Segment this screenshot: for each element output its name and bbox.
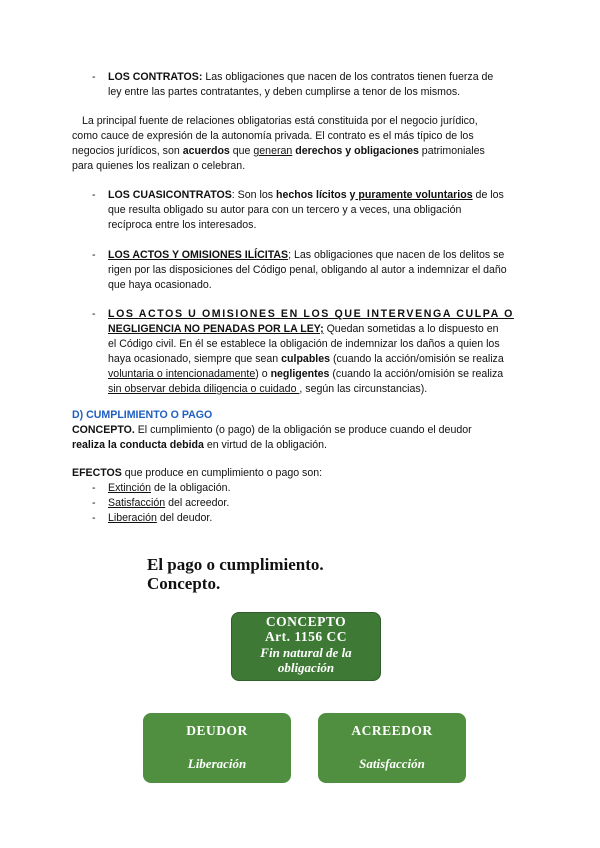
efectos-line: EFECTOS que produce en cumplimiento o pago son: — [72, 467, 323, 479]
cumplimiento-section: D) CUMPLIMIENTO O PAGO CONCEPTO. El cumplimiento (o pago) de la obligación se produce cuando el deudor realiza la conducta debida en virtud de la obligación. — [72, 409, 472, 451]
deudor-box: DEUDOR Liberación — [143, 713, 291, 783]
culpa-paragraph: LOS ACTOS U OMISIONES EN LOS QUE INTERVENGA CULPA O NEGLIGENCIA NO PENADAS POR LA LEY; Quedan sometidas a lo dispuesto en el Código civil. En él se establece la obligación de indemnizar los daños a quien los haya ocasionado, siempre que sean culpables (cuando la acción/omisión se realiza voluntaria o intencionadamente) o negligentes (cuando la acción/omisión se realiza sin observar debida diligencia o cuidado , según las circunstancias). — [108, 308, 514, 395]
ilicitos-paragraph: LOS ACTOS Y OMISIONES ILÍCITAS; Las obligaciones que nacen de los delitos se rigen por las disposiciones del Código penal, obligando al autor a indemnizar el daño que haya ocasionado. — [108, 249, 507, 291]
concepto-box: CONCEPTO Art. 1156 CC Fin natural de la obligación — [231, 612, 381, 681]
bullet-dash: - — [92, 189, 96, 201]
contratos-term: LOS CONTRATOS: — [108, 71, 203, 83]
acreedor-box: ACREEDOR Satisfacción — [318, 713, 466, 783]
bullet-dash: - — [92, 308, 96, 320]
bullet-dash: - — [92, 249, 96, 261]
fuente-paragraph: La principal fuente de relaciones obligatorias está constituida por el negocio jurídico, como cauce de expresión de la autonomía privada. El contrato es el más típico de los negocios jurídicos, son acuerdos que generan derechos y obligaciones patrimoniales para quienes los realizan o celebran. — [72, 115, 485, 172]
section-heading: D) CUMPLIMIENTO O PAGO — [72, 409, 213, 421]
list-item: Extinción de la obligación. — [108, 482, 231, 494]
bullet-dash: - — [92, 71, 96, 83]
slide-subtitle: Concepto. — [147, 574, 221, 593]
slide-title: El pago o cumplimiento. — [147, 555, 324, 574]
contratos-paragraph: LOS CONTRATOS: Las obligaciones que nacen de los contratos tienen fuerza de ley entre las partes contratantes, y deben cumplirse a tenor de los mismos. — [108, 71, 494, 98]
cuasicontratos-paragraph: LOS CUASICONTRATOS: Son los hechos lícitos y puramente voluntarios de los que resulta obligado su autor para con un tercero y a veces, una obligación recíproca entre los interesados. — [108, 189, 504, 231]
document-page: - LOS CONTRATOS: Las obligaciones que nacen de los contratos tienen fuerza de ley entre las partes contratantes, y deben cumplirse a tenor de los mismos. La principal fuente de relaciones obligatorias está constituida por el negocio jurídico, como cauce de expresión de la autonomía privada. El contrato es el más típico de los negocios jurídicos, son acuerdos que generan derechos y obligaciones patrimoniales para quienes los realizan o celebran. - LOS CUASICONTRATOS: Son los hechos lícitos y puramente voluntarios de los que resulta obligado su autor para con un tercero y a veces, una obligación recíproca entre los interesados. - LOS ACTOS Y OMISIONES ILÍCITAS; Las obligaciones que nacen de los delitos se rigen por las disposiciones del Código penal, obligando al autor a indemnizar el daño que haya ocasionado. - LOS ACTOS U OMISIONES EN LOS QUE INTERVENGA CULPA O NEGLIGENCIA NO PENADAS POR LA LEY; Quedan sometidas a lo dispuesto en el Código civil. En él se establece la obligación de indemnizar los daños a quien los haya ocasionado, siempre que sean culpables (cuando la acción/omisión se realiza voluntaria o intencionadamente) o negligentes (cuando la acción/omisión se realiza sin observar debida diligencia o cuidado , según las circunstancias). D) CUMPLIMIENTO O PAGO CONCEPTO. El cumplimiento (o pago) de la obligación se produce cuando el deudor realiza la conducta debida en virtud de la obligación. EFECTOS que produce en cumplimiento o pago son: - Extinción de la obligación. - Satisfacción del acreedor. - Liberación del deudor. El pago o cumplimiento. Concepto. CONCEPTO Art. 1156 CC Fin natural de la obligación DEUDOR Liberación ACREEDOR Satisfacción — [0, 0, 600, 848]
list-item: Liberación del deudor. — [108, 512, 213, 524]
list-item: Satisfacción del acreedor. — [108, 497, 230, 509]
